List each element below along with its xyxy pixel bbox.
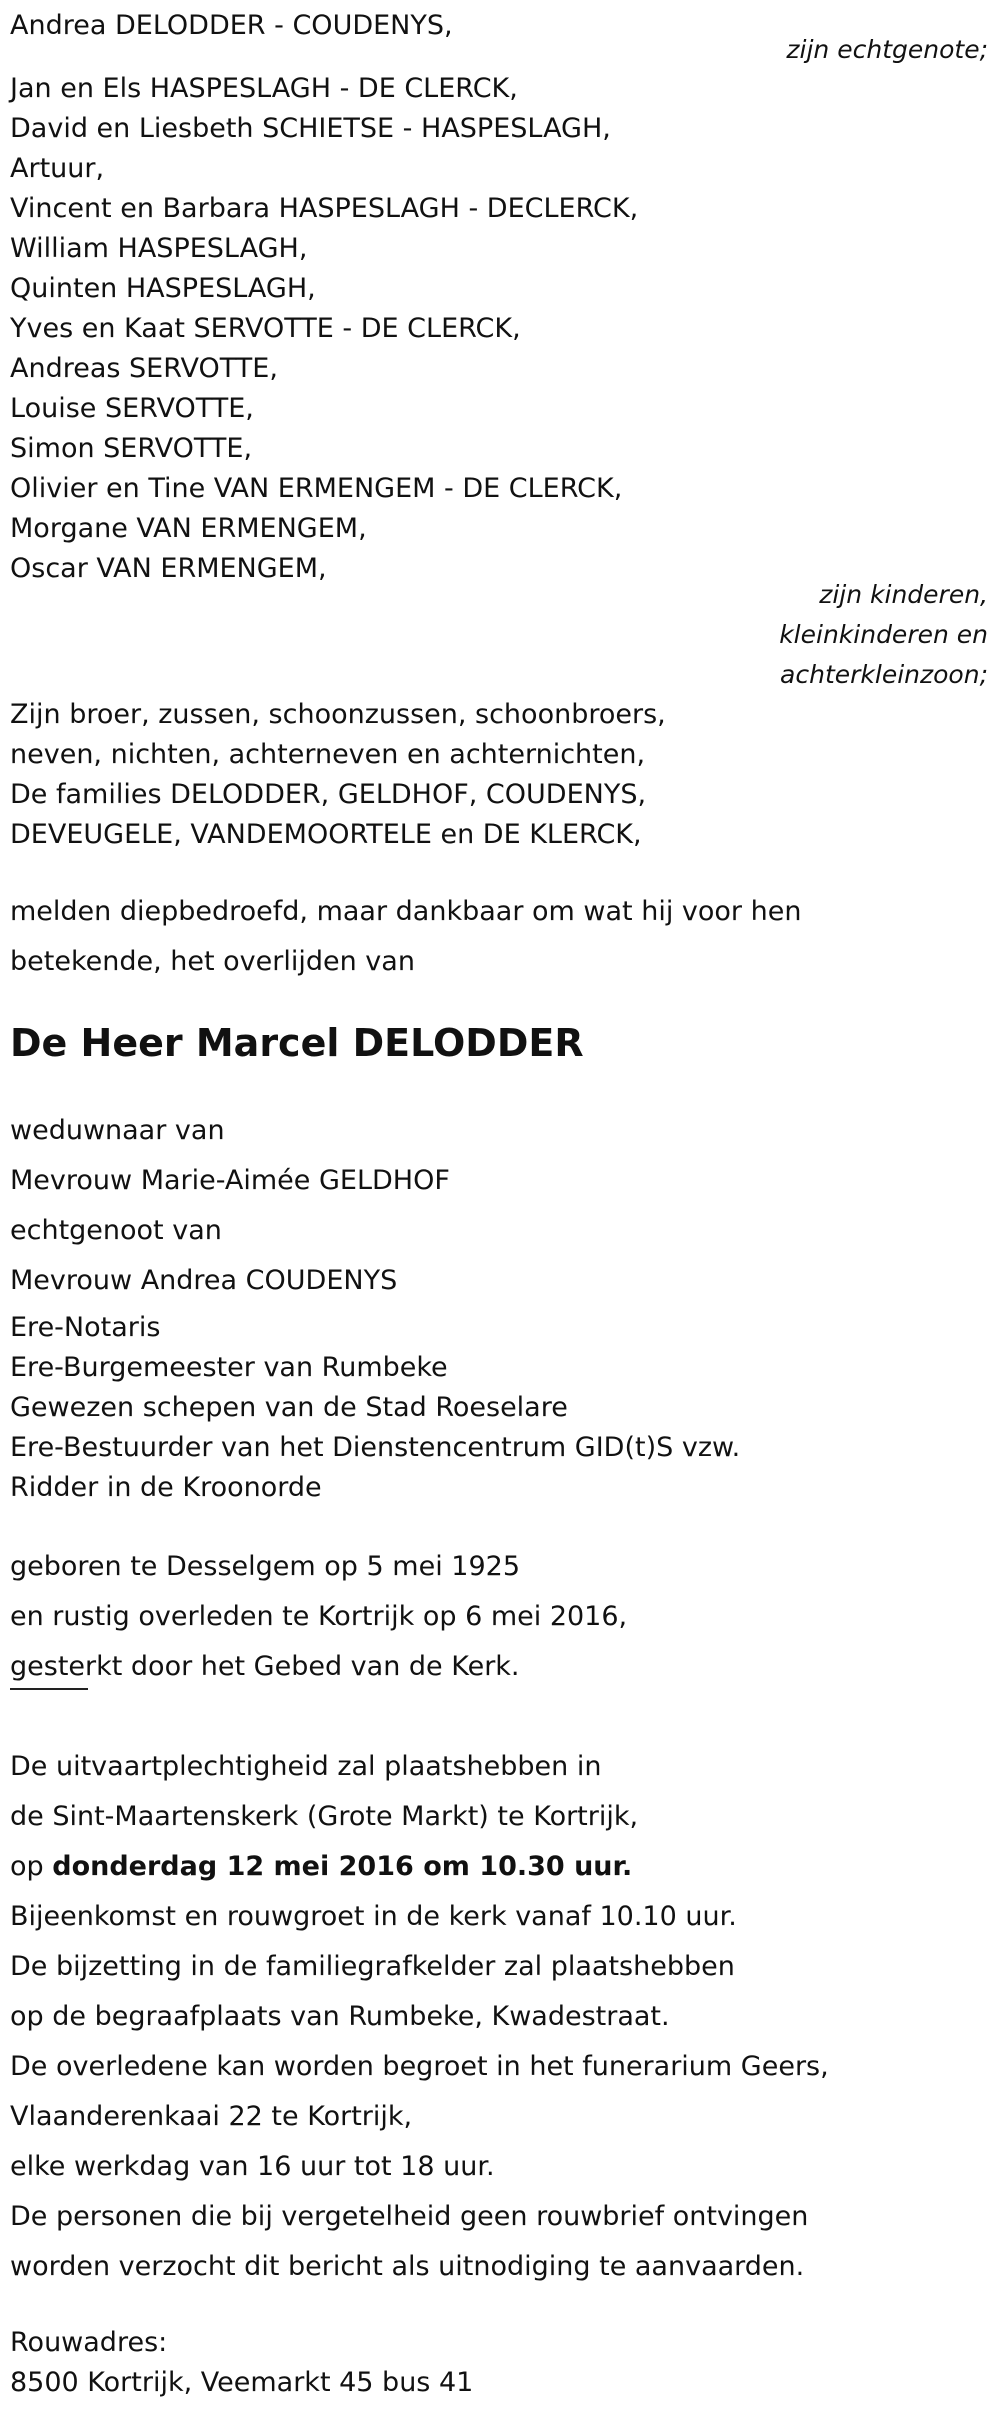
deceased-name: De Heer Marcel DELODDER bbox=[10, 1021, 584, 1065]
mourning-address bbox=[10, 2323, 473, 2403]
funeral-details: De uitvaartplechtigheid zal plaatshebben in de Sint-Maartenskerk (Grote Markt) te Kortrijk, op donderdag 12 mei 2016 om 10.30 uur. Bijeenkomst en rouwgroet in de kerk vanaf 10.10 uur. De bijzetting in de familiegrafkelder zal plaatshebben op de begraafplaats van Rumbeke, Kwadestraat. De overledene kan worden begroet in het funerarium Geers, Vlaanderenkaai 22 te Kortrijk, elke werkdag van 16 uur tot 18 uur. De personen die bij vergetelheid geen rouwbrief ontvingen worden verzocht dit bericht als uitnodiging te aanvaarden. bbox=[10, 1751, 829, 2282]
address-value: 8500 Kortrijk, Veemarkt 45 bus 41 bbox=[10, 2367, 474, 2398]
list-item: Zijn broer, zussen, schoonzussen, schoonbroers, bbox=[10, 699, 666, 730]
list-item: Ridder in de Kroonorde bbox=[10, 1472, 322, 1503]
list-item: David en Liesbeth SCHIETSE - HASPESLAGH, bbox=[10, 113, 611, 144]
list-item: Oscar VAN ERMENGEM, bbox=[10, 553, 327, 584]
relatives-list bbox=[10, 695, 666, 855]
list-item: Ere-Notaris bbox=[10, 1312, 161, 1343]
announcement: melden diepbedroefd, maar dankbaar om wat hij voor hen betekende, het overlijden van bbox=[10, 896, 802, 977]
divider bbox=[10, 1688, 88, 1690]
list-item: De families DELODDER, GELDHOF, COUDENYS, bbox=[10, 779, 647, 810]
list-item: Morgane VAN ERMENGEM, bbox=[10, 513, 367, 544]
life-dates: geboren te Desselgem op 5 mei 1925 en rustig overleden te Kortrijk op 6 mei 2016, gesterkt door het Gebed van de Kerk. bbox=[10, 1551, 628, 1682]
list-item: DEVEUGELE, VANDEMOORTELE en DE KLERCK, bbox=[10, 819, 642, 850]
list-item: Jan en Els HASPESLAGH - DE CLERCK, bbox=[10, 73, 518, 104]
list-item: Gewezen schepen van de Stad Roeselare bbox=[10, 1392, 568, 1423]
list-item: William HASPESLAGH, bbox=[10, 233, 308, 264]
address-label: Rouwadres: bbox=[10, 2327, 168, 2358]
list-item: Olivier en Tine VAN ERMENGEM - DE CLERCK, bbox=[10, 473, 623, 504]
list-item: Ere-Burgemeester van Rumbeke bbox=[10, 1352, 448, 1383]
list-item: Yves en Kaat SERVOTTE - DE CLERCK, bbox=[10, 313, 521, 344]
marital-status: weduwnaar van Mevrouw Marie-Aimée GELDHOF echtgenoot van Mevrouw Andrea COUDENYS bbox=[10, 1115, 450, 1296]
spouse-note: zijn echtgenote; bbox=[786, 35, 988, 64]
funeral-date-line: op donderdag 12 mei 2016 om 10.30 uur. bbox=[10, 1851, 633, 1882]
list-item: Simon SERVOTTE, bbox=[10, 433, 253, 464]
spouse-section bbox=[10, 6, 453, 46]
honorary-titles bbox=[10, 1308, 740, 1508]
list-item: Artuur, bbox=[10, 153, 105, 184]
children-list bbox=[10, 69, 638, 589]
list-item: Louise SERVOTTE, bbox=[10, 393, 254, 424]
list-item: Vincent en Barbara HASPESLAGH - DECLERCK, bbox=[10, 193, 639, 224]
children-note: zijn kinderen, kleinkinderen en achterkleinzoon; bbox=[779, 580, 988, 689]
spouse-name: Andrea DELODDER - COUDENYS, bbox=[10, 10, 453, 41]
list-item: Ere-Bestuurder van het Dienstencentrum GID(t)S vzw. bbox=[10, 1432, 741, 1463]
list-item: Andreas SERVOTTE, bbox=[10, 353, 278, 384]
list-item: neven, nichten, achterneven en achternichten, bbox=[10, 739, 646, 770]
funeral-date: donderdag 12 mei 2016 om 10.30 uur. bbox=[52, 1851, 633, 1882]
list-item: Quinten HASPESLAGH, bbox=[10, 273, 316, 304]
